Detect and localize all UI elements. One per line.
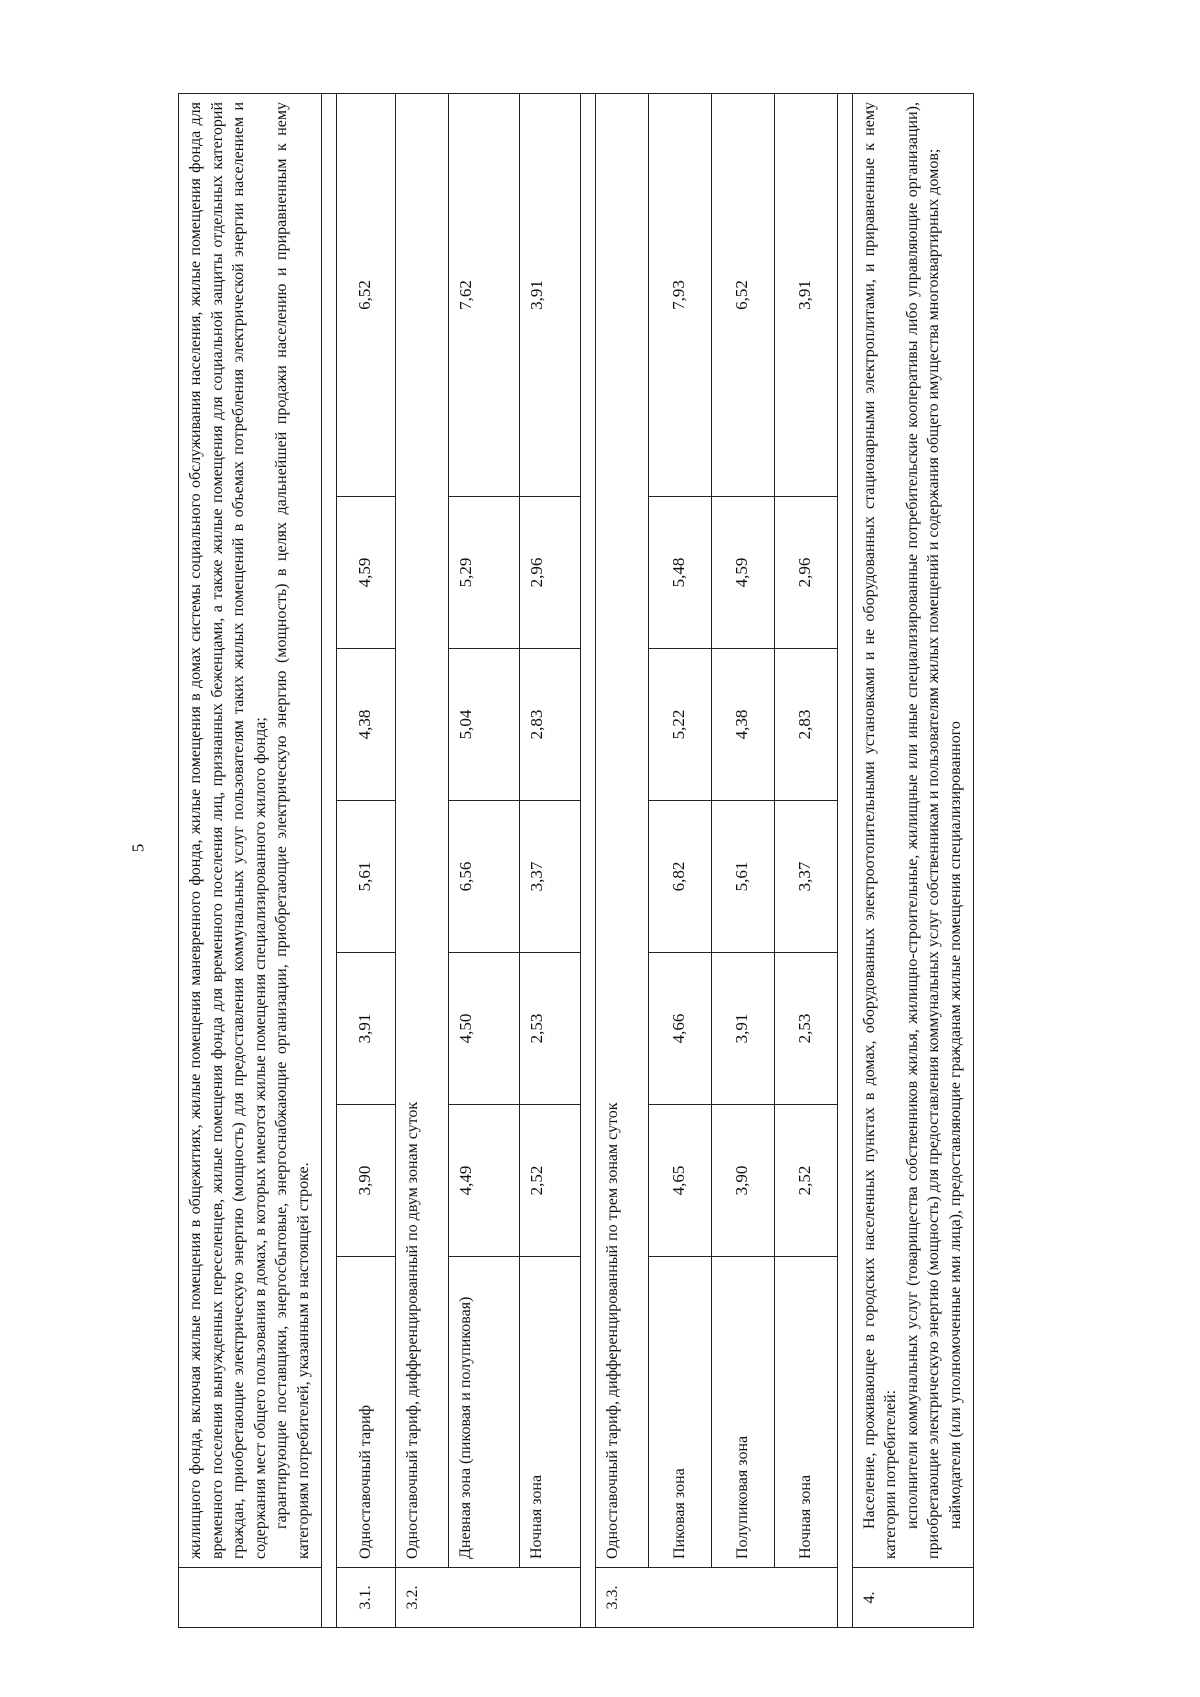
table-row-3-3-heading — [595, 93, 648, 1627]
section-heading: Одноставочный тариф, дифференцированный по двум зонам суток — [395, 93, 448, 1567]
tariff-value: 5,48 — [648, 497, 711, 649]
tariff-value: 3,91 — [711, 953, 774, 1105]
tariff-value: 4,66 — [648, 953, 711, 1105]
tariff-value: 3,37 — [519, 801, 580, 953]
row-4-paragraph-3: наймодатели (или уполномоченные ими лица), предоставляющие гражданам жилые помещения специализированного — [946, 721, 964, 1529]
tariff-value: 4,65 — [648, 1105, 711, 1257]
tariff-value: 5,61 — [336, 801, 395, 953]
tariff-value: 6,52 — [711, 93, 774, 496]
tariff-value: 2,83 — [774, 649, 837, 801]
tariff-name: Пиковая зона — [648, 1257, 711, 1568]
tariff-value: 3,90 — [711, 1105, 774, 1257]
tariff-value: 2,83 — [519, 649, 580, 801]
row-number: 4. — [852, 1568, 973, 1628]
row-number: 3.1. — [336, 1568, 395, 1628]
tariff-value: 4,59 — [711, 497, 774, 649]
tariff-value: 2,53 — [774, 953, 837, 1105]
tariff-value: 7,93 — [648, 93, 711, 496]
tariff-name: Дневная зона (пиковая и полупиковая) — [448, 1257, 519, 1568]
tariff-table — [178, 93, 974, 1628]
tariff-value: 5,29 — [448, 497, 519, 649]
row-3-paragraph-2: гарантирующие поставщики, энергосбытовые, энергоснабжающие организации, приобретающие электрическую энергию (мощность) в целях дальнейшей продажи населению и приравненным к нему категориям потребителей, указанным в настоящей строке. — [273, 101, 312, 1559]
tariff-value: 3,37 — [774, 801, 837, 953]
tariff-value: 4,38 — [336, 649, 395, 801]
row-number — [179, 1568, 322, 1628]
row-4-paragraph-2: исполнители коммунальных услуг (товарищества собственников жилья, жилищно-строительные, жилищные или иные специализированные потребительские кооперативы либо управляющие организации), приобретающие электрическую энергию (мощность) для предоставления коммунальных услуг собственникам и пользователям жилых помещений и содержания общего имущества многоквартирных домов; — [903, 101, 943, 1559]
tariff-value: 6,56 — [448, 801, 519, 953]
tariff-value: 3,91 — [774, 93, 837, 496]
tariff-value: 7,62 — [448, 93, 519, 496]
rotated-page-content — [178, 94, 1091, 1628]
tariff-value: 2,53 — [519, 953, 580, 1105]
row-separator — [580, 93, 595, 1627]
tariff-value: 4,50 — [448, 953, 519, 1105]
tariff-value: 4,49 — [448, 1105, 519, 1257]
page-number: 5 — [128, 843, 148, 853]
row-4-paragraph-1: Население, проживающее в городских населенных пунктах в домах, оборудованных электроотопительными установками и не оборудованных стационарными электроплитами, и приравненные к нему категории потребителей: — [860, 101, 900, 1559]
table-row-3-2-heading — [395, 93, 448, 1627]
tariff-name: Ночная зона — [774, 1257, 837, 1568]
tariff-name: Полупиковая зона — [711, 1257, 774, 1568]
tariff-value: 6,52 — [336, 93, 395, 496]
tariff-value: 5,22 — [648, 649, 711, 801]
table-row-4 — [852, 93, 973, 1627]
table-row-3-1 — [336, 93, 395, 1627]
row-separator — [837, 93, 852, 1627]
tariff-value: 6,82 — [648, 801, 711, 953]
tariff-value: 2,96 — [774, 497, 837, 649]
row-3-paragraph-1: жилищного фонда, включая жилые помещения в общежитиях, жилые помещения маневренного фонда, жилые помещения в домах системы социального обслуживания населения, жилые помещения фонда для временного поселения вынужденных переселенцев, жилые помещения фонда для временного поселения лиц, признанных беженцами, а также жилые помещения для социальной защиты отдельных категорий граждан, приобретающие электрическую энергию (мощность) для предоставления коммунальных услуг пользователям таких жилых помещений в объемах потребления электрической энергии населением и содержания мест общего пользования в домах, в которых имеются жилые помещения специализированного жилого фонда; — [187, 101, 269, 1559]
table-row — [448, 93, 519, 1627]
table-row — [711, 93, 774, 1627]
row-3-continuation — [179, 93, 322, 1627]
tariff-value: 3,91 — [336, 953, 395, 1105]
row-separator — [321, 93, 336, 1627]
tariff-value: 3,90 — [336, 1105, 395, 1257]
tariff-value: 5,61 — [711, 801, 774, 953]
tariff-name: Одноставочный тариф — [336, 1257, 395, 1568]
tariff-value: 2,96 — [519, 497, 580, 649]
row-number: 3.2. — [395, 1568, 580, 1628]
row-number: 3.3. — [595, 1568, 837, 1628]
row-description — [179, 93, 322, 1567]
tariff-value: 4,59 — [336, 497, 395, 649]
table-row — [648, 93, 711, 1627]
table-row — [519, 93, 580, 1627]
tariff-name: Ночная зона — [519, 1257, 580, 1568]
section-heading: Одноставочный тариф, дифференцированный по трем зонам суток — [595, 93, 648, 1567]
tariff-value: 3,91 — [519, 93, 580, 496]
tariff-value: 2,52 — [519, 1105, 580, 1257]
tariff-value: 5,04 — [448, 649, 519, 801]
tariff-value: 4,38 — [711, 649, 774, 801]
table-row — [774, 93, 837, 1627]
tariff-value: 2,52 — [774, 1105, 837, 1257]
row-description — [852, 93, 973, 1567]
